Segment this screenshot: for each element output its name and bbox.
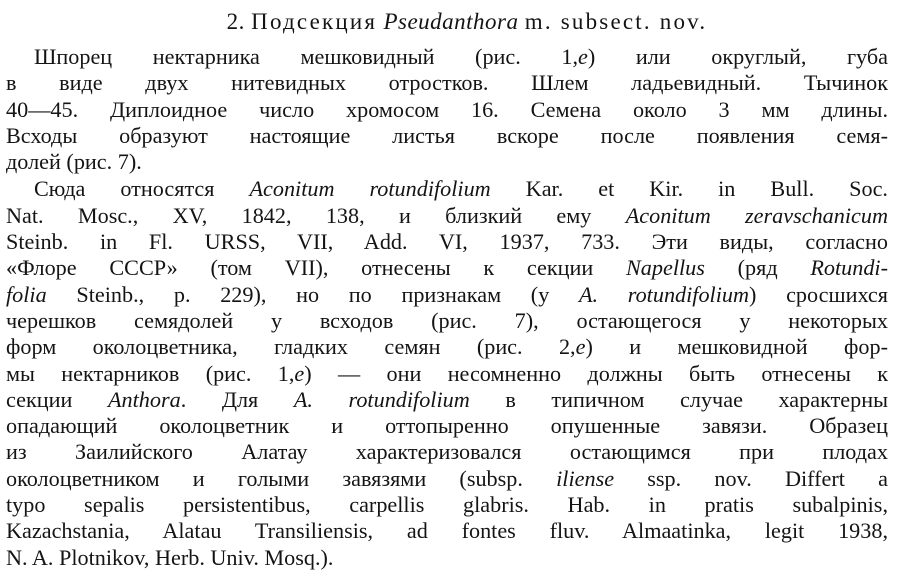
text-line: Steinb. in Fl. URSS, VII, Add. VI, 1937, 733. Эти виды, согласно	[6, 229, 888, 255]
heading-number: 2.	[226, 9, 245, 34]
text-line: мы нектарников (рис. 1,е) — они несомненно должны быть отнесены к	[6, 360, 888, 386]
text-line: в виде двух нитевидных отростков. Шлем ладьевидный. Тычинок	[6, 70, 888, 96]
text-line: Всходы образуют настоящие листья вскоре после появления семя-	[6, 122, 888, 148]
text-line: околоцветником и голыми завязями (subsp. iliense ssp. nov. Differt a	[6, 465, 889, 491]
text-line: из Заилийского Алатау характеризовался остающимся при плодах	[6, 439, 888, 465]
text-line: черешков семядолей у всходов (рис. 7), остающегося у некоторых	[6, 307, 888, 333]
document-page	[6, 8, 888, 571]
text-line: N. A. Plotnikov, Herb. Univ. Mosq.).	[6, 544, 334, 570]
paragraph-taxonomy	[6, 176, 888, 570]
heading-label: Подсекция	[251, 9, 378, 34]
text-line: секции Anthora. Для A. rotundifolium в типичном случае характерны	[6, 386, 888, 412]
text-line: форм околоцветника, гладких семян (рис. 2,е) и мешковидной фор-	[6, 334, 888, 360]
text-line: долей (рис. 7).	[6, 149, 142, 175]
text-line: опадающий околоцветник и оттопыренно опушенные завязи. Образец	[6, 413, 888, 439]
section-heading	[6, 8, 888, 36]
heading-suffix: m. subsect. nov.	[524, 9, 708, 34]
text-line: Сюда относятся Aconitum rotundifolium Kar. et Kir. in Bull. Soc.	[34, 176, 888, 202]
text-line: folia Steinb., p. 229), но по признакам (у A. rotundifolium) сросшихся	[6, 281, 888, 307]
text-line: typo sepalis persistentibus, carpellis glabris. Hab. in pratis subalpinis,	[6, 492, 888, 518]
text-line: Nat. Mosc., XV, 1842, 138, и близкий ему Aconitum zeravschanicum	[6, 202, 888, 228]
text-line: Kazachstania, Alatau Transiliensis, ad fontes fluv. Almaatinka, legit 1938,	[6, 518, 888, 544]
text-line: «Флоре СССР» (том VII), отнесены к секции Napellus (ряд Rotundi-	[6, 255, 888, 281]
text-line: Шпорец нектарника мешковидный (рис. 1,е) или округлый, губа	[34, 44, 888, 69]
text-line: 40—45. Диплоидное число хромосом 16. Семена около 3 мм длины.	[6, 96, 888, 122]
paragraph-description	[6, 44, 888, 175]
heading-taxon: Pseudanthora	[383, 9, 519, 34]
